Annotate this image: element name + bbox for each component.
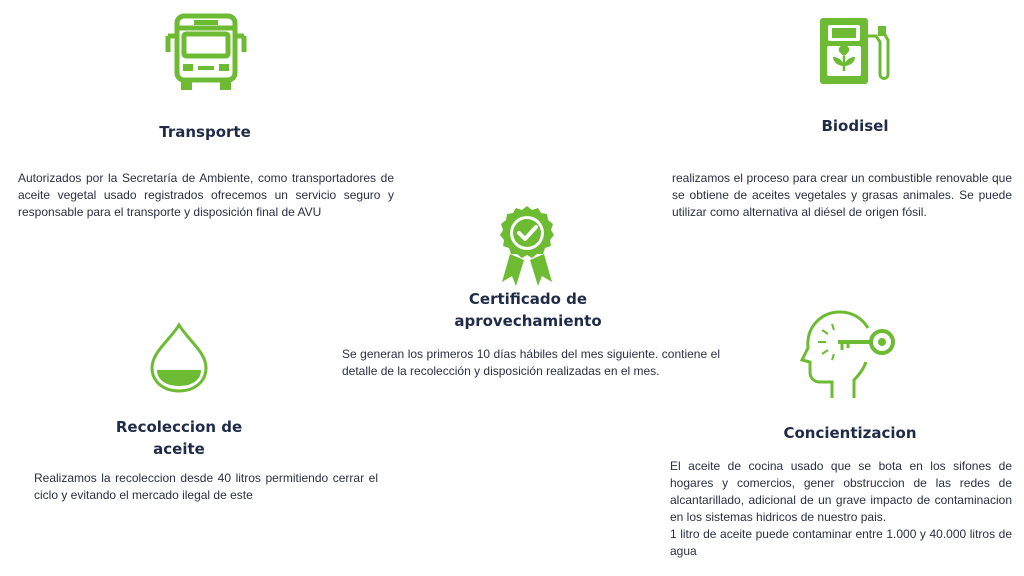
recoleccion-title-line2: aceite (153, 440, 205, 458)
biodisel-text: realizamos el proceso para crear un combustible renovable que se obtiene de aceites vegetales y grasas animales. Se puede utilizar como alternativa al diésel de origen fósil. (672, 171, 1012, 219)
fuel-pump-leaf-icon (816, 16, 894, 86)
transporte-text: Autorizados por la Secretaría de Ambiente, como transportadores de aceite vegetal usado registrados ofrecemos un servicio seguro y responsable para el transporte y disposición final de AVU (18, 171, 394, 219)
transporte-title: Transporte (159, 123, 251, 141)
recoleccion-text: Realizamos la recoleccion desde 40 litros permitiendo cerrar el ciclo y evitando el mercado ilegal de este (34, 471, 378, 502)
head-key-icon (780, 306, 900, 402)
concientizacion-text-p1: El aceite de cocina usado que se bota en los sifones de hogares y comercios, gener obstruccion de las redes de alcantarillado, adicional de un grave impacto de contaminacion en los sistemas hidricos de nuestro pais. (670, 459, 1012, 524)
certificado-title-line1: Certificado de (468, 290, 588, 308)
concientizacion-text-p2: 1 litro de aceite puede contaminar entre 1.000 y 40.000 litros de agua (670, 527, 1012, 558)
certificado-text: Se generan los primeros 10 días hábiles del mes siguiente. contiene el detalle de la recolección y disposición realizadas en el mes. (342, 347, 720, 378)
bus-icon (164, 12, 248, 92)
biodisel-title: Biodisel (821, 117, 889, 135)
oil-drop-icon (148, 322, 210, 394)
concientizacion-title: Concientizacion (783, 424, 917, 442)
concientizacion-text (670, 458, 1012, 560)
certificate-badge-icon (494, 204, 560, 288)
certificado-title-line2: aprovechamiento (454, 312, 602, 330)
recoleccion-title-line1: Recoleccion de (115, 418, 243, 436)
